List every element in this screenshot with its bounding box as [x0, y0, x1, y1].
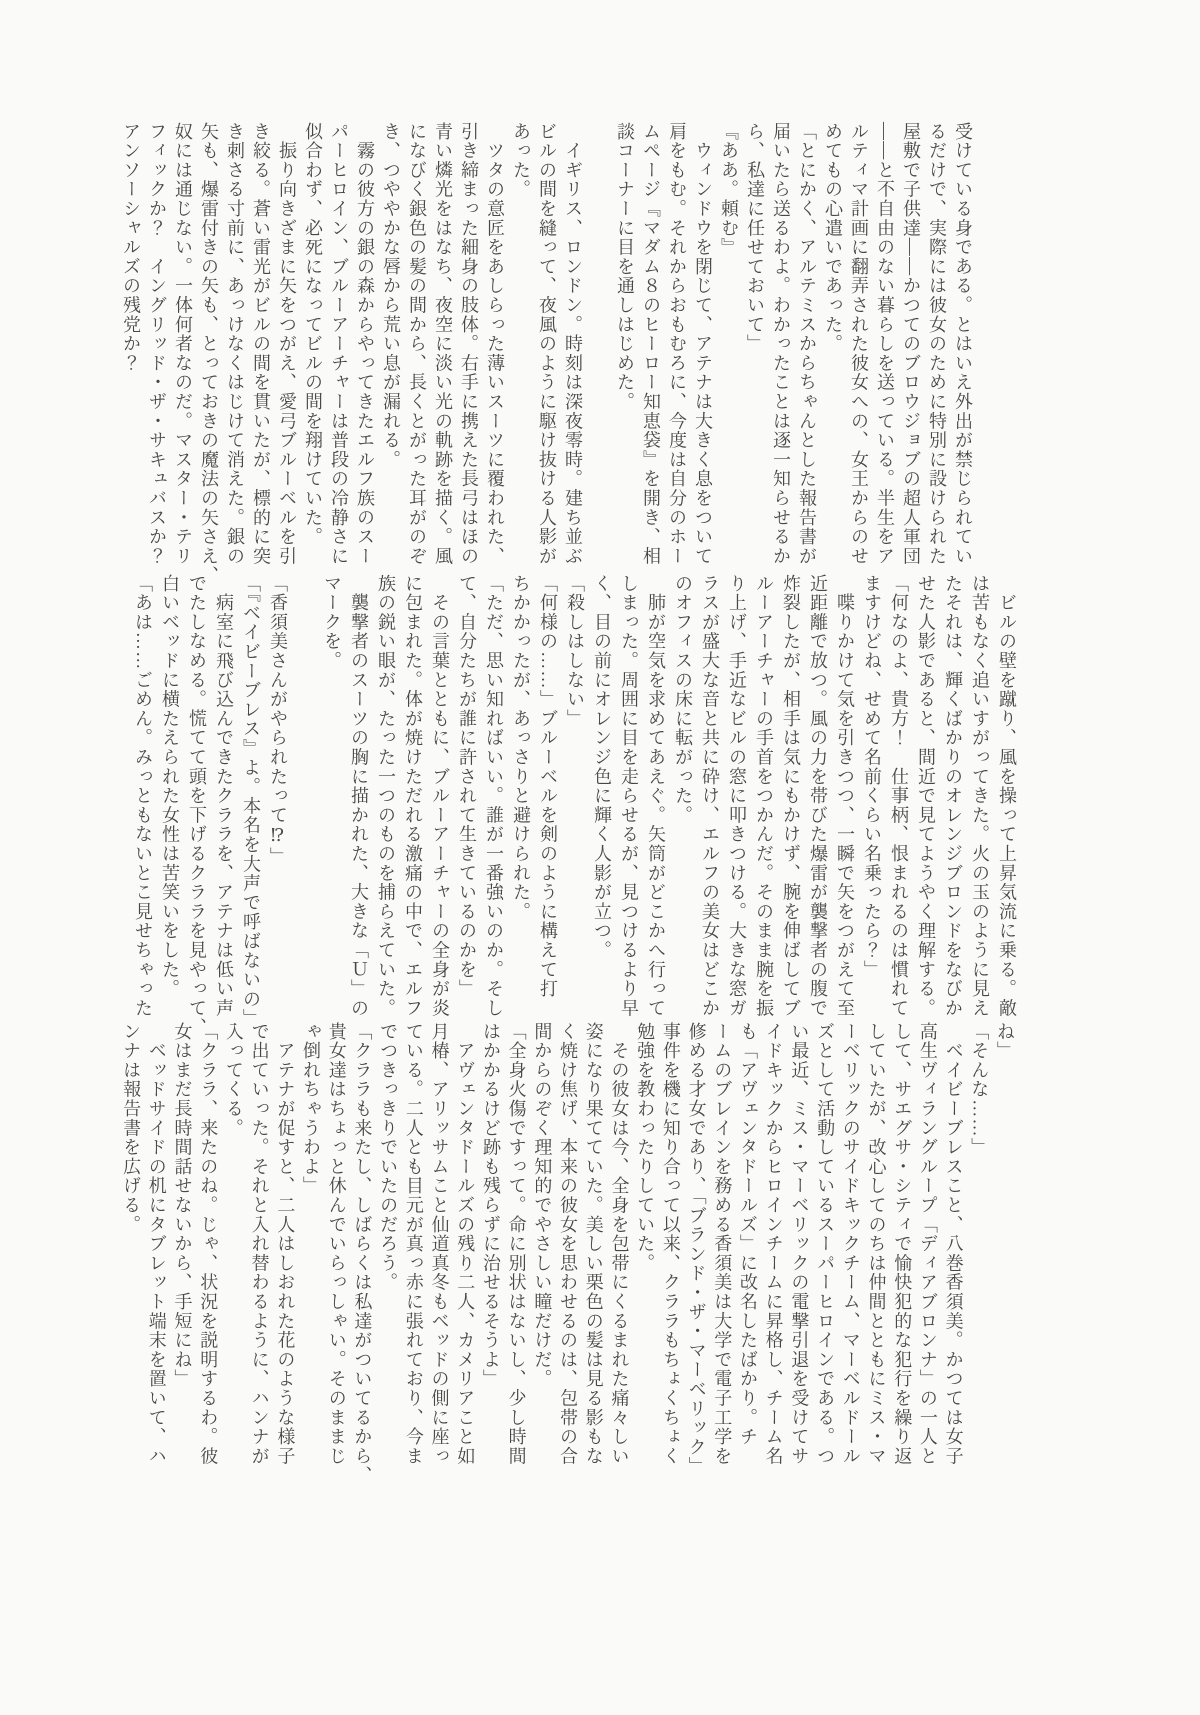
text-column: 矢も、爆雷付きの矢も、とっておきの魔法の矢さえ、 [199, 122, 219, 586]
text-column: フィックか？ イングリッド・ザ・サキュバスか？ [147, 122, 167, 566]
text-column: き刺さる寸前に、あっけなくはじけて消えた。銀の [225, 122, 245, 566]
text-column: 「『ベイビーブレス』よ。本名を大声で呼ばないの」 [241, 574, 261, 1029]
text-column: 襲撃者のスーツの胸に描かれた、大きな「Ｕ」の [349, 574, 369, 1018]
text-column: 「ただ、思い知ればいい。誰が一番強いのか。そし [484, 574, 504, 1018]
text-column: ちかかったが、あっさりと避けられた。 [511, 574, 531, 922]
text-column: るだけで、実際には彼女のために特別に設けられた [927, 122, 947, 566]
text-column: も「アヴェンタドールズ」に改名したばかり。チ [737, 1022, 758, 1447]
text-column: めてもの心遣いであった。 [823, 122, 843, 354]
text-column: アンソーシャルズの残党か？ [121, 122, 141, 373]
text-column: ビルの壁を蹴り、風を操って上昇気流に乗る。敵 [997, 574, 1017, 1018]
text-column: 貴女達はちょっと休んでいらっしゃい。そのままじ [326, 1022, 347, 1466]
text-column: 奴には通じない。一体何者なのだ。マスター・テリ [173, 122, 193, 566]
text-column: イギリス、ロンドン。時刻は深夜零時。建ち並ぶ [563, 122, 583, 566]
text-column: のオフィスの床に転がった。 [673, 574, 693, 825]
text-column: 「香須美さんがやられたって⁉」 [268, 574, 288, 867]
text-column: になびく銀色の髪の間から、長くとがった耳がのぞ [407, 122, 427, 566]
text-column: ますけどね、せめて名前くらい名乗ったら？」 [862, 574, 882, 980]
text-column: 「全身火傷ですって。命に別状はないし、少し時間 [506, 1022, 527, 1466]
text-band-bottom [117, 1022, 1017, 1486]
text-column: 入ってくる。 [223, 1022, 244, 1138]
text-column: 「何なのよ、貴方！ 仕事柄、恨まれるのは慣れて [889, 574, 909, 1018]
text-column: ね」 [995, 1022, 1015, 1061]
text-column: 青い燐光をはなち、夜空に淡い光の軌跡を描く。風 [433, 122, 453, 566]
text-column: 喋りかけて気を引きつつ、一瞬で矢をつがえて至 [835, 574, 855, 1018]
text-column: 高生ヴィラングループ「ディアブロンナ」の一人と [917, 1022, 938, 1466]
text-column: マークを。 [322, 574, 342, 671]
text-column: ンナは報告書を広げる。 [121, 1022, 142, 1235]
text-column: は苦もなく追いすがってきた。火の玉のように見え [970, 574, 990, 1018]
text-column: ビルの間を縫って、夜風のように駆け抜ける人影が [537, 122, 557, 566]
text-band-top [118, 122, 976, 586]
text-column: 談コーナーに目を通しはじめた。 [615, 122, 635, 412]
text-column: り上げ、手近なビルの窓に叩きつける。大きな窓ガ [727, 574, 747, 1018]
text-column: き、つややかな唇から荒い息が漏れる。 [381, 122, 401, 470]
text-column: ら、私達に任せておいて」 [745, 122, 765, 354]
text-column: パーヒロイン、ブルーアーチャーは普段の冷静さに [329, 122, 349, 566]
text-column: 炸裂したが、相手は気にもかけず、腕を伸ばしてブ [781, 574, 801, 1018]
text-column: 近距離で放つ。風の力を帯びた爆雷が襲撃者の腹で [808, 574, 828, 1018]
text-column: ルーアーチャーの手首をつかんだ。そのまま腕を振 [754, 574, 774, 1018]
text-column: く焼け焦げ、本来の彼女を思わせるのは、包帯の合 [558, 1022, 579, 1466]
text-column: 届いたら送るわよ。わかったことは逐一知らせるか [771, 122, 791, 566]
text-column: イドキックからヒロインチームに昇格し、チーム名 [763, 1022, 784, 1466]
text-column: 族の鋭い眼が、たった一つのものを捕らえていた。 [376, 574, 396, 1018]
text-column: き絞る。蒼い雷光がビルの間を貫いたが、標的に突 [251, 122, 271, 566]
text-column: 「とにかく、アルテミスからちゃんとした報告書が [797, 122, 817, 566]
text-column: でつきっきりでいたのだろう。 [378, 1022, 399, 1293]
text-column: 肩をもむ。それからおもむろに、今度は自分のホー [667, 122, 687, 566]
text-column: ズとして活動しているスーパーヒロインである。つ [815, 1022, 836, 1466]
text-column: 霧の彼方の銀の森からやってきたエルフ族のスー [355, 122, 375, 566]
text-column: せた人影であると、間近で見てようやく理解する。 [916, 574, 936, 1018]
text-column: アヴェンタドールズの残り二人、カメリアこと如 [455, 1022, 476, 1466]
text-column: していたが、改心してのちは仲間とともにミス・マ [866, 1022, 887, 1466]
text-column: 『ああ。頼む』 [719, 122, 739, 258]
text-column: 「あは……ごめん。みっともないとこ見せちゃった [133, 574, 153, 1018]
text-column: アテナが促すと、二人はしおれた花のような様子 [275, 1022, 296, 1466]
text-column: たそれは、輝くばかりのオレンジブロンドをなびか [943, 574, 963, 1018]
text-column: その彼女は今、全身を包帯にくるまれた痛々しい [609, 1022, 630, 1466]
text-column: 屋敷で子供達――かつてのブロウジョブの超人軍団 [901, 122, 921, 566]
text-column: ルティマ計画に翻弄された彼女への、女王からのせ [849, 122, 869, 566]
text-column: 間からのぞく理知的でやさしい瞳だけだ。 [532, 1022, 553, 1389]
text-column: ツタの意匠をあしらった薄いスーツに覆われた、 [485, 122, 505, 566]
text-column: 似合わず、必死になってビルの間を翔けていた。 [303, 122, 323, 547]
text-column: ームのブレインを務める香須美は大学で電子工学を [712, 1022, 733, 1466]
text-column: 受けている身である。とはいえ外出が禁じられてい [953, 122, 973, 566]
text-column: 「クララも来たし、しばらくは私達がついてるから、 [352, 1022, 373, 1486]
text-column: ウィンドウを閉じて、アテナは大きく息をついて [693, 122, 713, 566]
scene-break-column [586, 122, 612, 570]
text-column: して、サエグサ・シティで愉快犯的な犯行を繰り返 [892, 1022, 913, 1466]
text-column: 病室に飛び込んできたクララを、アテナは低い声 [214, 574, 234, 1018]
text-column: 事件を機に知り合って以来、クララもちょくちょく [660, 1022, 681, 1466]
text-column: でたしなめる。慌てて頭を下げるクララを見やって、 [187, 574, 207, 1038]
text-column: 修める才女であり、「ブランド・ザ・マーベリック」 [686, 1022, 707, 1477]
text-column: ラスが盛大な音と共に砕け、エルフの美女はどこか [700, 574, 720, 1018]
text-column: しまった。周囲に目を走らせるが、見つけるより早 [619, 574, 639, 1018]
text-column: ゃ倒れちゃうわよ」 [301, 1022, 322, 1196]
text-column: 姿になり果てていた。美しい栗色の髪は見る影もな [583, 1022, 604, 1466]
text-column: 月椿、アリッサムこと仙道真冬もベッドの側に座っ [429, 1022, 450, 1466]
text-column: で出ていった。それと入れ替わるように、ハンナが [249, 1022, 270, 1466]
text-column: ーベリックのサイドキックチーム、マーベルドール [840, 1022, 861, 1466]
text-column: 「そんな……」 [969, 1022, 990, 1158]
text-column: ている。二人とも目元が真っ赤に張れており、今ま [403, 1022, 424, 1466]
text-column: く、目の前にオレンジ色に輝く人影が立つ。 [592, 574, 612, 960]
text-column: 引き締まった細身の肢体。右手に携えた長弓はほの [459, 122, 479, 566]
text-column: て、自分たちが誰に許されて生きているのかを」 [457, 574, 477, 999]
text-column: 肺が空気を求めてあえぐ。矢筒がどこかへ行って [646, 574, 666, 1018]
text-column: 「何様の……」ブルーベルを剣のように構えて打 [538, 574, 558, 999]
text-column: ベイビーブレスこと、八巻香須美。かつては女子 [943, 1022, 964, 1466]
text-column: ――と不自由のない暮らしを送っている。半生をア [875, 122, 895, 566]
text-column: 振り向きざまに矢をつがえ、愛弓ブルーベルを引 [277, 122, 297, 566]
text-column: はかかるけど跡も残らずに治せるそうよ」 [480, 1022, 501, 1389]
text-column: その言葉とともに、ブルーアーチャーの全身が炎 [430, 574, 450, 1018]
text-column: い最近、ミス・マーベリックの電撃引退を受けてサ [789, 1022, 810, 1466]
text-column: 「殺しはしない」 [565, 574, 585, 729]
text-column: 女はまだ長時間話せないから、手短にね」 [172, 1022, 193, 1389]
text-band-middle [129, 574, 1020, 1038]
scene-break-column [291, 574, 318, 1026]
text-column: ベッドサイドの机にタブレット端末を置いて、ハ [146, 1022, 167, 1466]
text-column: 勉強を教わったりしていた。 [635, 1022, 656, 1273]
text-column: 白いベッドに横たえられた女性は苦笑いをした。 [160, 574, 180, 999]
text-column: に包まれた。体が焼けただれる激痛の中で、エルフ [403, 574, 423, 1018]
text-column: あった。 [511, 122, 531, 200]
text-column: 「クララ、来たのね。じゃ、状況を説明するわ。彼 [198, 1022, 219, 1466]
text-column: ムページ『マダム８のヒーロー知恵袋』を開き、相 [641, 122, 661, 566]
